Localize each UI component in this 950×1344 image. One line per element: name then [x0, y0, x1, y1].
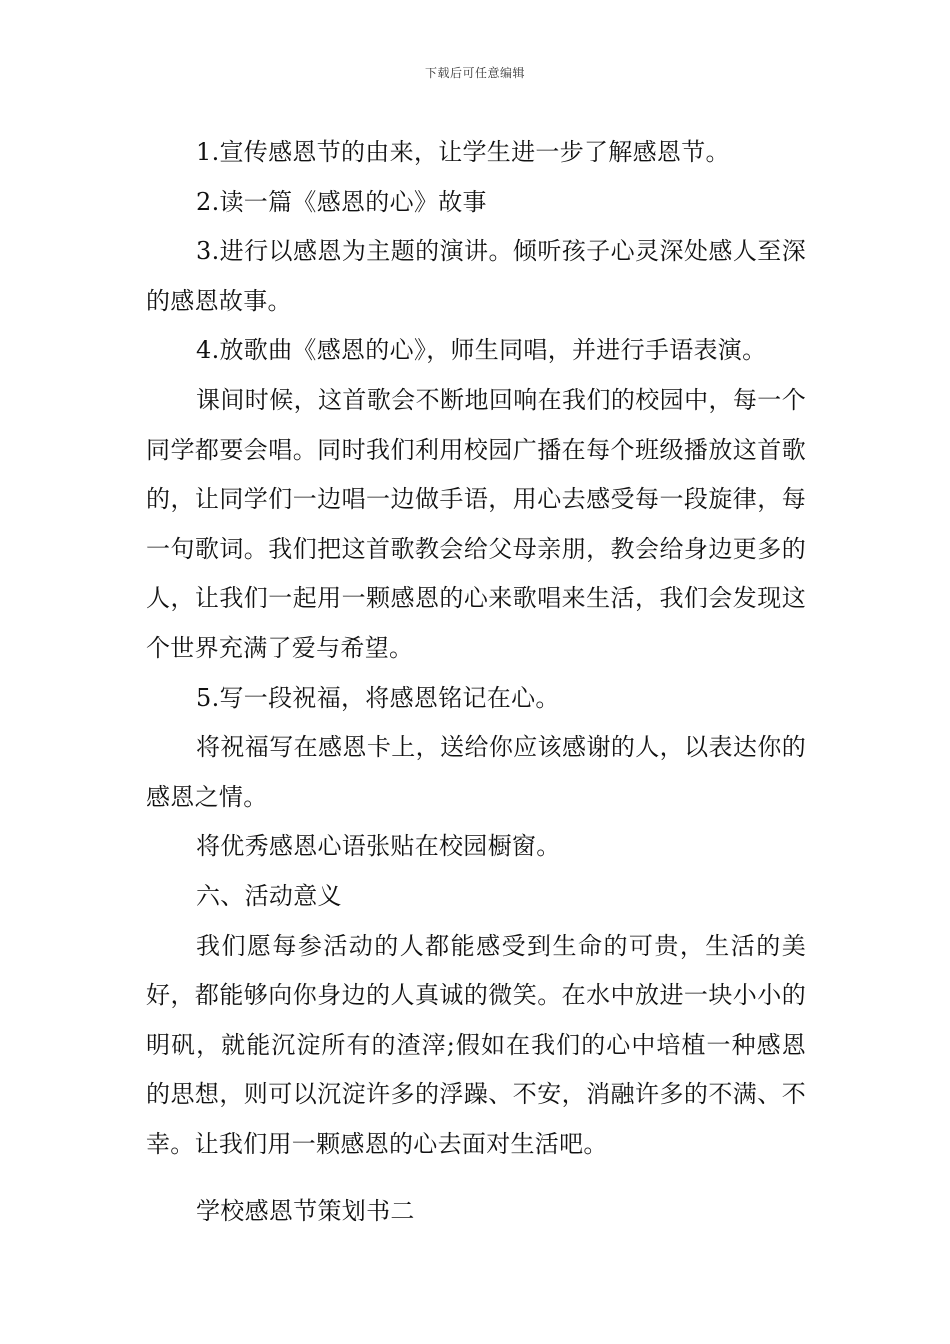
paragraph-item-4: 4.放歌曲《感恩的心》，师生同唱，并进行手语表演。 — [196, 336, 767, 365]
section-heading: 六、活动意义 — [196, 881, 342, 910]
paragraph-item-1: 1.宣传感恩节的由来，让学生进一步了解感恩节。 — [196, 138, 730, 166]
document-body — [146, 128, 806, 1237]
page-header: 下载后可任意编辑 — [424, 66, 525, 80]
paragraph-item-2: 2.读一篇《感恩的心》故事 — [196, 187, 487, 216]
paragraph-item-8: 将优秀感恩心语张贴在校园橱窗。 — [196, 832, 561, 861]
paragraph-item-3: 3.进行以感恩为主题的演讲。倾听孩子心灵深处感人至深的感恩故事。 — [146, 237, 806, 315]
paragraph-item-6: 5.写一段祝福，将感恩铭记在心。 — [196, 683, 560, 712]
paragraph-item-10: 我们愿每参活动的人都能感受到生命的可贵，生活的美好，都能够向你身边的人真诚的微笑。在水中放进一块小小的明矾，就能沉淀所有的渣滓;假如在我们的心中培植一种感恩的思想，则可以沉淀许多的浮躁、不安，消融许多的不满、不幸。让我们用一颗感恩的心去面对生活吧。 — [146, 931, 806, 1158]
section-title: 学校感恩节策划书二 — [196, 1197, 415, 1226]
paragraph-item-5: 课间时候，这首歌会不断地回响在我们的校园中，每一个同学都要会唱。同时我们利用校园广播在每个班级播放这首歌的，让同学们一边唱一边做手语，用心去感受每一段旋律，每一句歌词。我们把这首歌教会给父母亲朋，教会给身边更多的人，让我们一起用一颗感恩的心来歌唱来生活，我们会发现这个世界充满了爱与希望。 — [146, 385, 806, 662]
paragraph-item-7: 将祝福写在感恩卡上，送给你应该感谢的人，以表达你的感恩之情。 — [146, 733, 806, 811]
